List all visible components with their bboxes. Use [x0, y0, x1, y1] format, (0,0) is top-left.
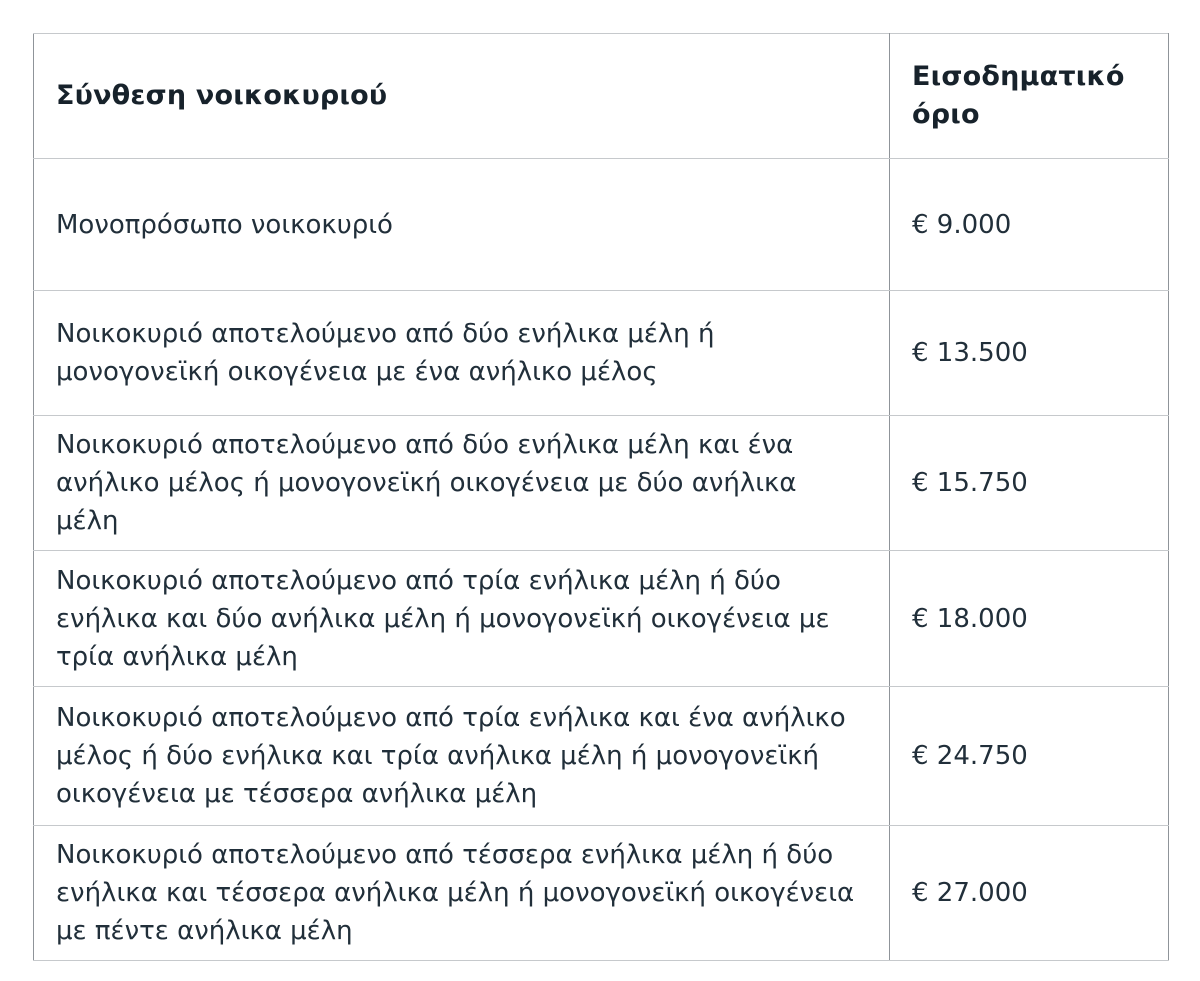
income-limit-table: [33, 33, 1169, 961]
table-row: [34, 687, 1169, 826]
table-row: [34, 416, 1169, 551]
income-limit-cell: € 27.000: [890, 826, 1169, 961]
composition-cell: Νοικοκυριό αποτελούμενο από τρία ενήλικα μέλη ή δύο ενήλικα και δύο ανήλικα μέλη ή μονογονεϊκή οικογένεια με τρία ανήλικα μέλη: [34, 551, 890, 687]
table-row: [34, 826, 1169, 961]
table-header-row: [34, 34, 1169, 159]
income-limit-cell: € 13.500: [890, 291, 1169, 416]
composition-cell: Νοικοκυριό αποτελούμενο από δύο ενήλικα μέλη και ένα ανήλικο μέλος ή μονογονεϊκή οικογένεια με δύο ανήλικα μέλη: [34, 416, 890, 551]
table-row: [34, 291, 1169, 416]
composition-cell: Νοικοκυριό αποτελούμενο από τρία ενήλικα και ένα ανήλικο μέλος ή δύο ενήλικα και τρία ανήλικα μέλη ή μονογονεϊκή οικογένεια με τέσσερα ανήλικα μέλη: [34, 687, 890, 826]
header-income-limit: Εισοδηματικό όριο: [890, 34, 1169, 159]
table-row: [34, 159, 1169, 291]
income-limit-cell: € 24.750: [890, 687, 1169, 826]
table-row: [34, 551, 1169, 687]
income-limit-cell: € 15.750: [890, 416, 1169, 551]
income-limit-cell: € 18.000: [890, 551, 1169, 687]
composition-cell: Νοικοκυριό αποτελούμενο από δύο ενήλικα μέλη ή μονογονεϊκή οικογένεια με ένα ανήλικο μέλος: [34, 291, 890, 416]
composition-cell: Μονοπρόσωπο νοικοκυριό: [34, 159, 890, 291]
composition-cell: Νοικοκυριό αποτελούμενο από τέσσερα ενήλικα μέλη ή δύο ενήλικα και τέσσερα ανήλικα μέλη ή μονογονεϊκή οικογένεια με πέντε ανήλικα μέλη: [34, 826, 890, 961]
header-composition: Σύνθεση νοικοκυριού: [34, 34, 890, 159]
income-limit-cell: € 9.000: [890, 159, 1169, 291]
